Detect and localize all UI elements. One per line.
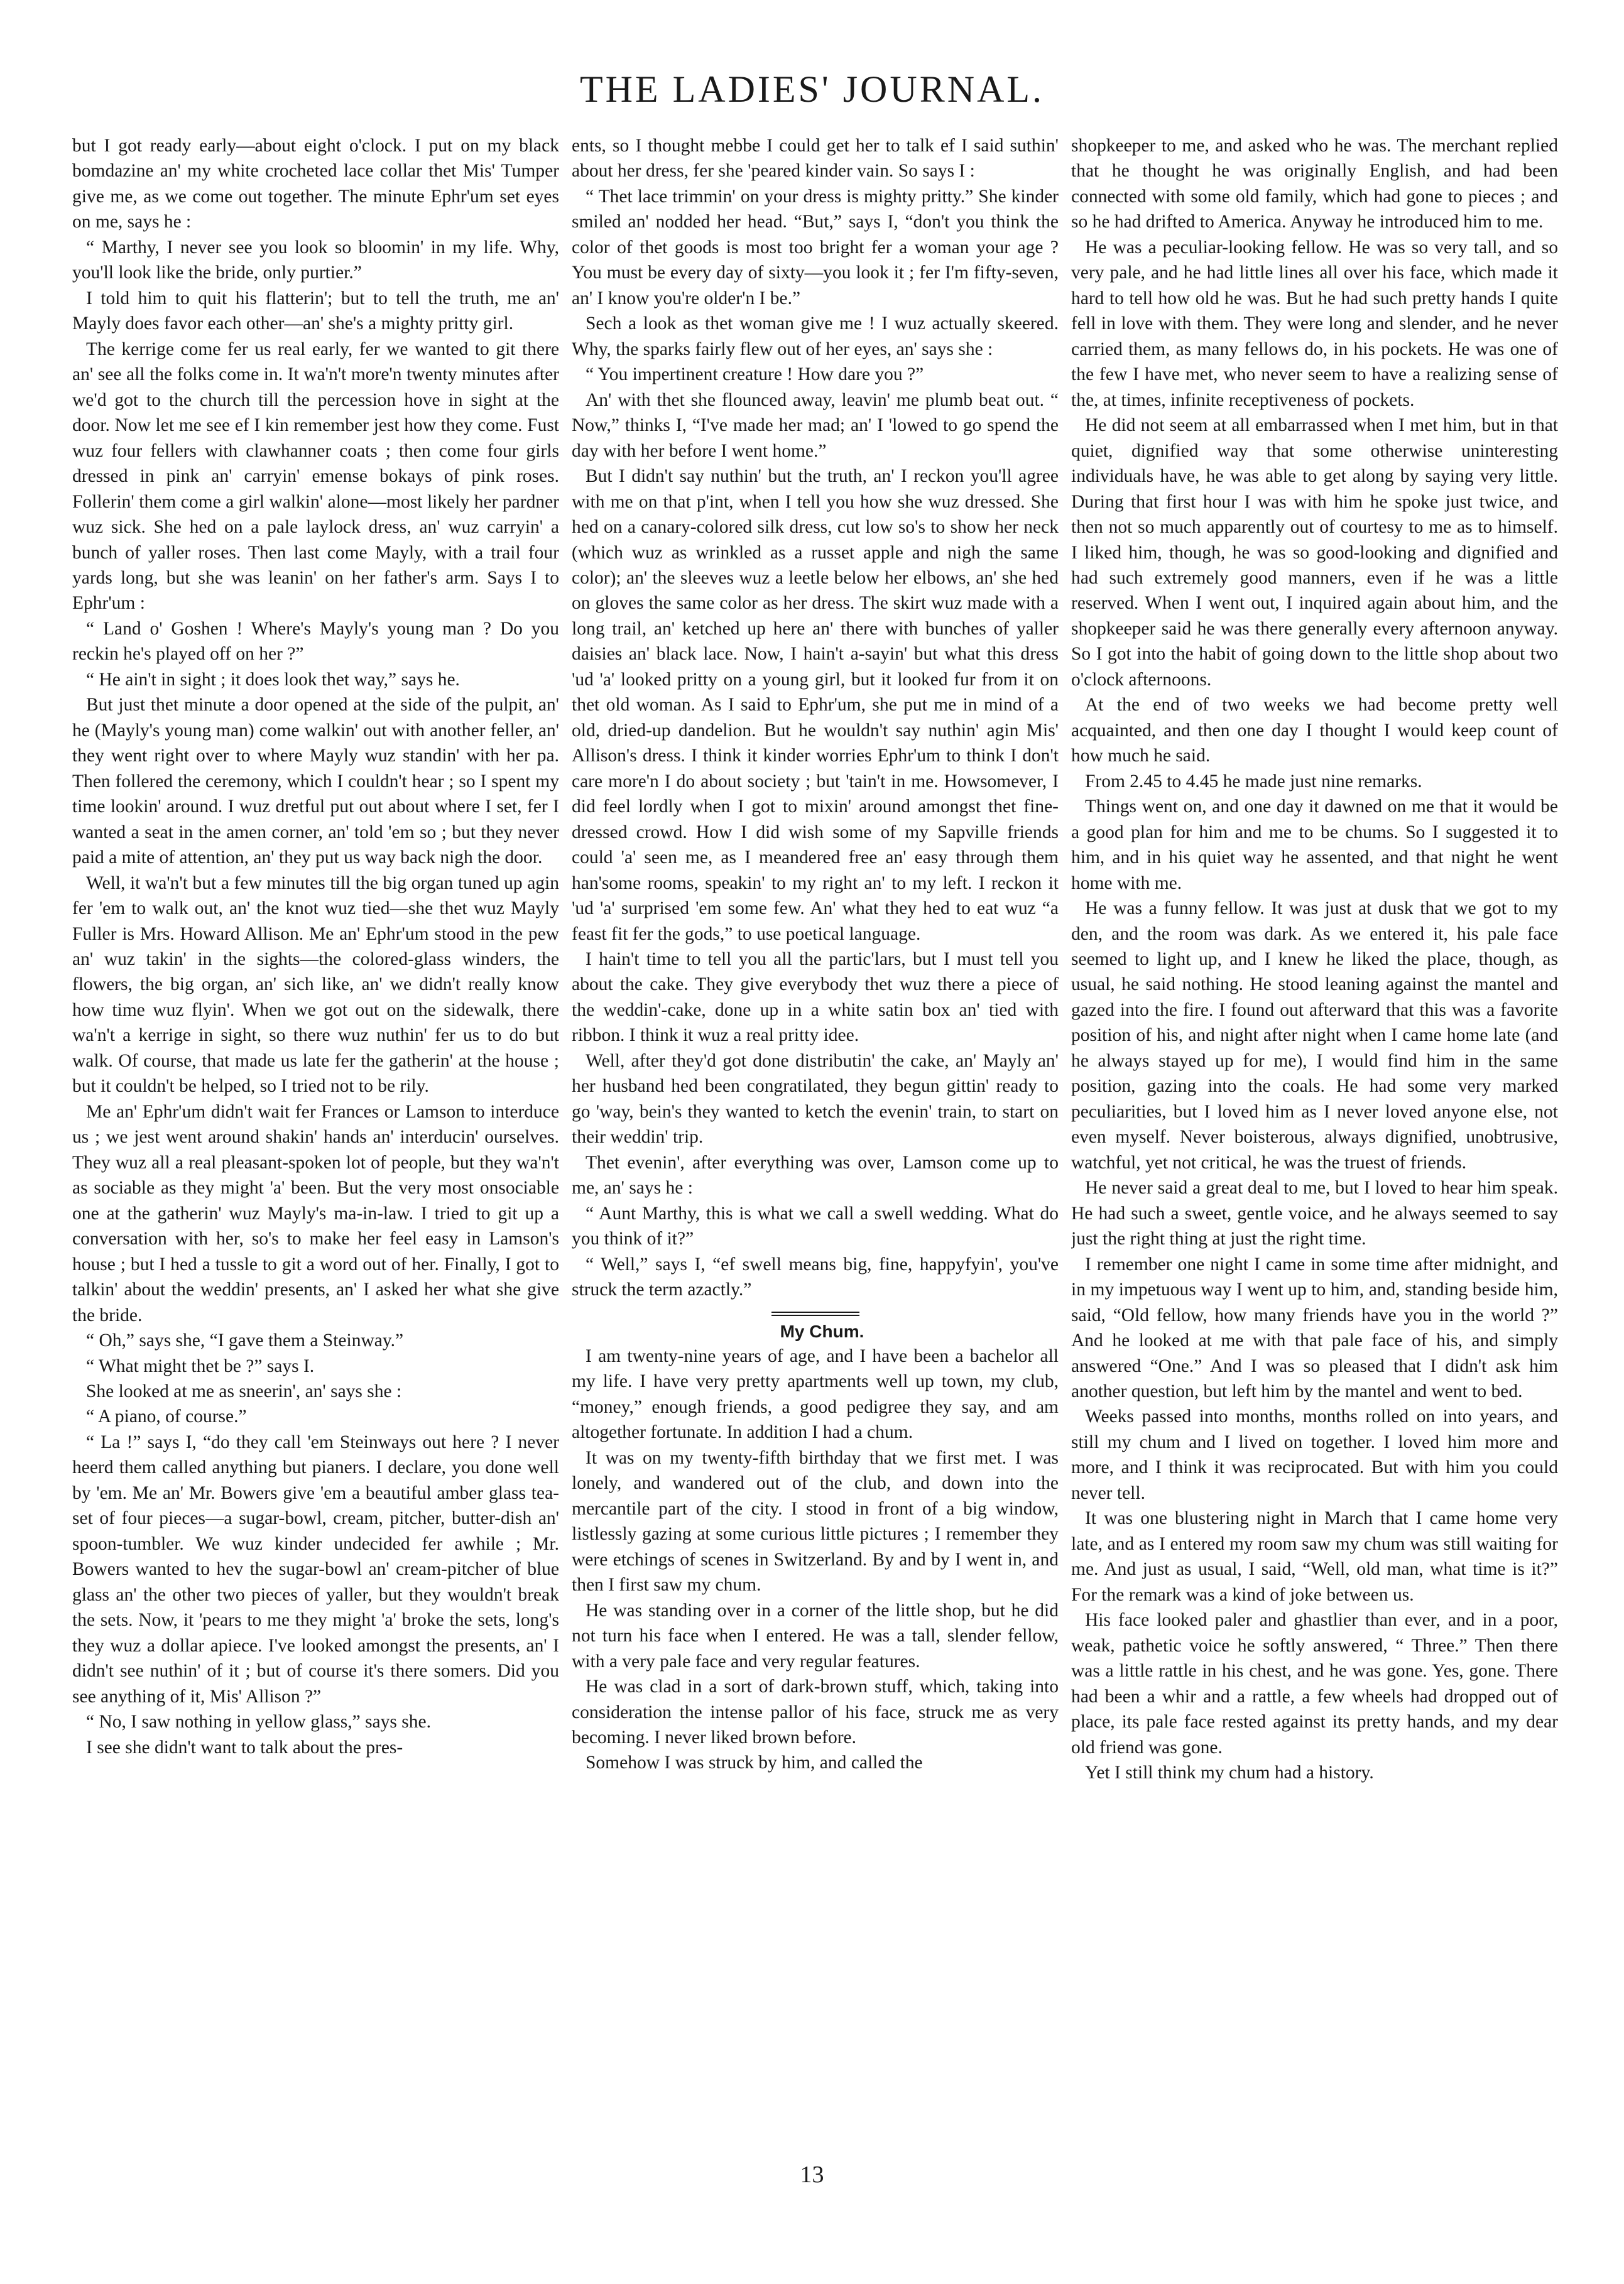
paragraph: He never said a great deal to me, but I loved to hear him speak. He had such a sweet, gentle voice, and he always seemed to say just the right thing at just the right time. [1071, 1178, 1558, 1249]
paragraph: From 2.45 to 4.45 he made just nine remarks. [1085, 771, 1422, 791]
paragraph: It was on my twenty-fifth birthday that we first met. I was lonely, and wandered out of the club, and down into the mercantile part of the city. I stood in front of a big window, listlessly gazing at some curious little pictures ; I remember they were etchings of scenes in Switzerland. By and by I went in, and then I first saw my chum. [572, 1447, 1059, 1596]
paragraph: I remember one night I came in some time after midnight, and in my impetuous way I went up to him, and, standing beside him, said, “Old fellow, how many friends have you in the world ?” And he looked at me with that pale face of his, and simply answered “One.” And I was so pleased that I didn't ask him another question, but left him by the mantel and went to bed. [1071, 1254, 1558, 1401]
section-divider [771, 1312, 859, 1316]
paragraph: Sech a look as thet woman give me ! I wuz actually skeered. Why, the sparks fairly flew out of her eyes, an' says she : [572, 313, 1059, 359]
paragraph: “ Marthy, I never see you look so bloomin' in my life. Why, you'll look like the bride, only purtier.” [72, 237, 559, 283]
paragraph: “ Well,” says I, “ef swell means big, fine, happyfyin', you've struck the term azactly.” [572, 1254, 1059, 1300]
paragraph: “ Oh,” says she, “I gave them a Steinway.” [86, 1330, 404, 1351]
paragraph: Yet I still think my chum had a history. [1085, 1763, 1374, 1783]
column-3 [1071, 133, 1558, 2140]
paragraph: She looked at me as sneerin', an' says she : [86, 1381, 402, 1401]
page-number: 13 [800, 2162, 824, 2188]
paragraph: At the end of two weeks we had become pretty well acquainted, and then one day I thought I would keep count of how much he said. [1071, 695, 1558, 766]
paragraph: “ Aunt Marthy, this is what we call a swell wedding. What do you think of it?” [572, 1203, 1059, 1249]
paragraph: “ He ain't in sight ; it does look thet way,” says he. [86, 669, 460, 690]
paragraph: An' with thet she flounced away, leavin' me plumb beat out. “ Now,” thinks I, “I've made her mad; an' I 'lowed to go spend the day with her before I went home.” [572, 389, 1059, 461]
paragraph: “ You impertinent creature ! How dare you ?” [586, 364, 924, 385]
paragraph: “ What might thet be ?” says I. [86, 1356, 315, 1376]
paragraph: “ No, I saw nothing in yellow glass,” says she. [86, 1712, 431, 1732]
paragraph: He was a funny fellow. It was just at dusk that we got to my den, and the room was dark. As we entered it, his pale face seemed to light up, and I knew he liked the place, though, as usual, he said nothing. He stood leaning against the mantel and gazed into the fire. I found out afterward that this was a favorite position of his, and night after night when I came home late (and he always stayed up for me), I would find him in the same position, gazing into the coals. He had some very marked peculiarities, but I loved him as I never loved anyone else, not even myself. Never boisterous, always dignified, unobtrusive, watchful, yet not critical, he was the truest of friends. [1071, 898, 1558, 1173]
paragraph: ents, so I thought mebbe I could get her to talk ef I said suthin' about her dress, fer she 'peared kinder vain. So says I : [572, 136, 1059, 182]
paragraph: He was clad in a sort of dark-brown stuff, which, taking into consideration the intense pallor of his face, struck me as very becoming. I never liked brown before. [572, 1677, 1059, 1748]
paragraph: Somehow I was struck by him, and called the [586, 1753, 923, 1773]
paragraph: He was standing over in a corner of the little shop, but he did not turn his face when I entered. He was a tall, slender fellow, with a very pale face and very regular features. [572, 1600, 1059, 1672]
paragraph: Weeks passed into months, months rolled on into years, and still my chum and I lived on together. I loved him more and more, and I think it was reciprocated. But with him you could never tell. [1071, 1406, 1558, 1503]
paragraph: but I got ready early—about eight o'clock. I put on my black bomdazine an' my white crocheted lace collar thet Mis' Tumper give me, as we come out together. The minute Ephr'um set eyes on me, says he : [72, 136, 559, 232]
section-title: My Chum. [780, 1321, 864, 1341]
paragraph: But I didn't say nuthin' but the truth, an' I reckon you'll agree with me on that p'int, when I tell you how she wuz dressed. She hed on a canary-colored silk dress, cut low so's to show her neck (which wuz as wrinkled as a russet apple and nigh the same color); an' the sleeves wuz a leetle below her elbows, an' she hed on gloves the same color as her dress. The skirt wuz made with a long trail, an' ketched up here an' there with bunches of yaller daisies an' black lace. Now, I hain't a-sayin' but what this dress 'ud 'a' looked pritty on a young girl, but it looked fur from it on thet old woman. As I said to Ephr'um, she put me in mind of a old, dried-up dandelion. But he wouldn't say nuthin' agin Mis' Allison's dress. I think it kinder worries Ephr'um to think I don't care more'n I do about society ; but 'tain't in me. Howsomever, I did feel lordly when I got to mixin' around amongst thet fine-dressed crowd. How I did wish some of my Sapville friends could 'a' seen me, as I meandered free an' easy through them han'some rooms, speakin' to my right an' to my left. I reckon it 'ud 'a' surprised 'em some few. An' what they hed to eat wuz “a feast fit fer the gods,” to use poetical language. [572, 466, 1059, 944]
paragraph: Thet evenin', after everything was over, Lamson come up to me, an' says he : [572, 1152, 1059, 1199]
paragraph: He did not seem at all embarrassed when I met him, but in that quiet, dignified way that some otherwise uninteresting individuals have, he was able to get along by saying very little. During that first hour I was with him he spoke just twice, and then not so much apparently out of courtesy to me as to himself. I liked him, though, he was so good-looking and dignified and had such extremely good manners, even if he was a little reserved. When I went out, I inquired again about him, and the shopkeeper said he was there generally every afternoon anyway. So I got into the habit of going down to the little shop about two o'clock afternoons. [1071, 415, 1558, 690]
paragraph: I told him to quit his flatterin'; but to tell the truth, me an' Mayly does favor each other—an' she's a mighty pritty girl. [72, 288, 559, 334]
paragraph: Me an' Ephr'um didn't wait fer Frances or Lamson to interduce us ; we jest went around shakin' hands an' interducin' ourselves. They wuz all a real pleasant-spoken lot of people, but they wa'n't as sociable as they might 'a' been. But the very most onsociable one at the gatherin' wuz Mayly's ma-in-law. I tried to git up a conversation with her, so's to make her feel easy in Lamson's house ; but I hed a tussle to git a word out of her. Finally, I got to talkin' about the weddin' presents, an' I asked her what she give the bride. [72, 1101, 559, 1325]
masthead-title: THE LADIES' JOURNAL. [579, 68, 1045, 110]
paragraph: Well, it wa'n't but a few minutes till the big organ tuned up agin fer 'em to walk out, an' the knot wuz tied—she thet wuz Mayly Fuller is Mrs. Howard Allison. Me an' Ephr'um stood in the pew an' wuz takin' in the sights—the colored-glass winders, the flowers, the big organ, an' sich like, an' we didn't really know how time wuz flyin'. When we got out on the sidewalk, there wa'n't a kerrige in sight, so there wuz nuthin' fer us to do but walk. Of course, that made us late fer the gatherin' at the house ; but it couldn't be helped, so I tried not to be rily. [72, 873, 559, 1097]
paragraph: “ A piano, of course.” [86, 1406, 247, 1427]
paragraph: But just thet minute a door opened at the side of the pulpit, an' he (Mayly's young man) come walkin' out with another feller, an' they went right over to where Mayly wuz standin' with her pa. Then follered the ceremony, which I couldn't hear ; so I spent my time lookin' around. I wuz dretful put out about where I set, fer I wanted a seat in the amen corner, an' told 'em so ; but they never paid a mite of attention, an' they put us way back nigh the door. [72, 695, 559, 868]
column-2 [572, 133, 1059, 2140]
paragraph: shopkeeper to me, and asked who he was. The merchant replied that he thought he was originally English, and had been connected with some old family, which had gone to pieces ; and so he had drifted to America. Anyway he introduced him to me. [1071, 136, 1558, 232]
paragraph: I am twenty-nine years of age, and I have been a bachelor all my life. I have very pretty apartments well up town, my club, “money,” enough friends, a good pedigree they say, and am altogether fortunate. In addition I had a chum. [572, 1346, 1059, 1443]
paragraph: It was one blustering night in March that I came home very late, and as I entered my room saw my chum was still waiting for me. And just as usual, I said, “Well, old man, what time is it?” For the remark was a kind of joke between us. [1071, 1508, 1558, 1605]
paragraph: His face looked paler and ghastlier than ever, and in a poor, weak, pathetic voice he softly answered, “ Three.” Then there was a little rattle in his chest, and he was gone. Yes, gone. There had been a whir and a rattle, a few wheels had dropped out of place, its pale face rested against its pretty hands, and my dear old friend was gone. [1071, 1610, 1558, 1758]
paragraph: “ Thet lace trimmin' on your dress is mighty pritty.” She kinder smiled an' nodded her head. “But,” says I, “don't you think the color of thet goods is most too bright fer a woman your age ? You must be every day of sixty—you look it ; fer I'm fifty-seven, an' I know you're older'n I be.” [572, 186, 1059, 308]
paragraph: The kerrige come fer us real early, fer we wanted to git there an' see all the folks come in. It wa'n't more'n twenty minutes after we'd got to the church till the percession hove in sight at the door. Now let me see ef I kin remember jest how they come. Fust wuz four fellers with clawhanner coats ; then come four girls dressed in pink an' carryin' emense bokays of pink roses. Follerin' them come a girl walkin' alone—most likely her pardner wuz sick. She hed on a pale laylock dress, an' wuz carryin' a bunch of yaller roses. Then last come Mayly, with a trail four yards long, but she was leanin' on her father's arm. Says I to Ephr'um : [72, 339, 559, 614]
column-1 [72, 133, 559, 2140]
paragraph: “ Land o' Goshen ! Where's Mayly's young man ? Do you reckin he's played off on her ?” [72, 618, 559, 665]
paragraph: “ La !” says I, “do they call 'em Steinways out here ? I never heerd them called anything but pianers. I declare, you done well by 'em. Me an' Mr. Bowers give 'em a beautiful amber glass tea-set of four pieces—a sugar-bowl, cream, pitcher, butter-dish an' spoon-tumbler. We wuz kinder undecided fer awhile ; Mr. Bowers wanted to hev the sugar-bowl an' cream-pitcher of blue glass an' the other two pieces of yaller, but they wouldn't break the sets. Now, it 'pears to me they might 'a' broke the sets, long's they wuz a dollar apiece. I've looked amongst the presents, an' I didn't see nuthin' of it ; but of course it's there somers. Did you see anything of it, Mis' Allison ?” [72, 1432, 559, 1707]
paragraph: I hain't time to tell you all the partic'lars, but I must tell you about the cake. They give everybody thet wuz there a piece of the weddin'-cake, done up in a white satin box an' tied with ribbon. I think it wuz a real pritty idee. [572, 949, 1059, 1046]
paragraph: Well, after they'd got done distributin' the cake, an' Mayly an' her husband hed been congratilated, they begun gittin' ready to go 'way, bein's they wanted to ketch the evenin' train, to start on their weddin' trip. [572, 1050, 1059, 1148]
paragraph: I see she didn't want to talk about the pres- [86, 1737, 403, 1758]
paragraph: He was a peculiar-looking fellow. He was so very tall, and so very pale, and he had little lines all over his face, which made it hard to tell how old he was. But he had such pretty hands I quite fell in love with them. They were long and slender, and he never carried them, as many fellows do, in his pockets. He was one of the few I have met, who never seem to have a realizing sense of the, at times, infinite receptiveness of pockets. [1071, 237, 1558, 410]
paragraph: Things went on, and one day it dawned on me that it would be a good plan for him and me to be chums. So I suggested it to him, and in his quiet way he assented, and that night he went home with me. [1071, 797, 1558, 893]
